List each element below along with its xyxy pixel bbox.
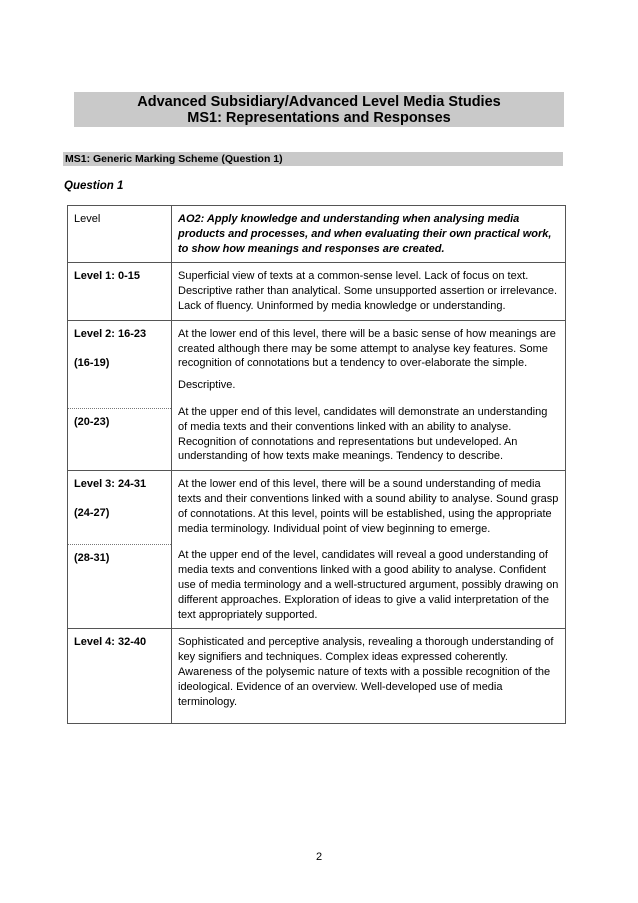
header-level-cell <box>68 206 172 263</box>
level4-label: Level 4: 32-40 <box>68 629 172 724</box>
header-level-label: Level <box>74 213 101 225</box>
level2-label: Level 2: 16-23 <box>74 327 147 340</box>
marking-scheme-table <box>67 205 566 724</box>
page-number: 2 <box>315 851 323 863</box>
level3-label: Level 3: 24-31 <box>74 478 147 491</box>
level1-label: Level 1: 0-15 <box>68 263 172 320</box>
header-ao2-cell: AO2: Apply knowledge and understanding when analysing media products and processes, and when evaluating their own practical work, to show how meanings and responses are created. <box>172 206 566 263</box>
table-row-level3 <box>68 471 566 629</box>
level2-sub1-text: At the lower end of this level, there will be a basic sense of how meanings are created although there may be some attempt to analyse key features. Some recognition of connotations but a tendency to over-elaborate the simple. <box>178 327 556 370</box>
marking-scheme-heading: MS1: Generic Marking Scheme (Question 1) <box>63 152 563 166</box>
level2-sub1-range: (16-19) <box>74 356 110 369</box>
level2-sub2-text: At the upper end of this level, candidates will demonstrate an understanding of media texts and their conventions linked with an ability to analyse. Recognition of connotations and representations but undeveloped. An understanding of how texts make meanings. Tendency to describe. <box>178 405 548 463</box>
table-row-level1 <box>68 263 566 320</box>
level3-description-cell <box>172 471 566 629</box>
level3-sub2-text: At the upper end of the level, candidates will reveal a good understanding of media texts and conventions linked with a good ability to analyse. Confident use of media terminology and a well-structured argument, possibly drawing on different approaches. Exploration of ideas to give a valid interpretation of the text appropriately supported. <box>178 549 559 621</box>
table-row-level2 <box>68 320 566 470</box>
level3-sub1-text: At the lower end of this level, there will be a sound understanding of media texts and their conventions linked with a sound ability to analyse. Sound grasp of connotations. At this level, points will be established, using the appropriate media terminology. Individual point of view beginning to emerge. <box>178 478 559 535</box>
level3-sub1-range: (24-27) <box>74 506 110 519</box>
table-row-level4 <box>68 629 566 724</box>
level2-description-cell <box>172 320 566 470</box>
level2-sub1-note: Descriptive. <box>178 379 236 392</box>
level3-sub2-range: (28-31) <box>74 551 110 564</box>
level2-sub2-range: (20-23) <box>74 416 110 429</box>
document-title-line1: Advanced Subsidiary/Advanced Level Media Studies <box>137 94 501 110</box>
question-label: Question 1 <box>64 180 124 192</box>
table-header-row <box>68 206 566 263</box>
document-title-line2: MS1: Representations and Responses <box>187 110 451 126</box>
document-title-box <box>74 92 564 127</box>
level2-label-cell <box>68 320 172 470</box>
level1-description: Superficial view of texts at a common-sense level. Lack of focus on text. Descriptive rather than analytical. Some unsupported assertion or irrelevance. Lack of fluency. Uninformed by media knowledge or understanding. <box>172 263 566 320</box>
level3-label-cell <box>68 471 172 629</box>
level4-description: Sophisticated and perceptive analysis, revealing a thorough understanding of key signifiers and techniques. Complex ideas expressed coherently. Awareness of the polysemic nature of texts with a possible recognition of the ideological. Evidence of an overview. Well-developed use of media terminology. <box>172 629 566 724</box>
